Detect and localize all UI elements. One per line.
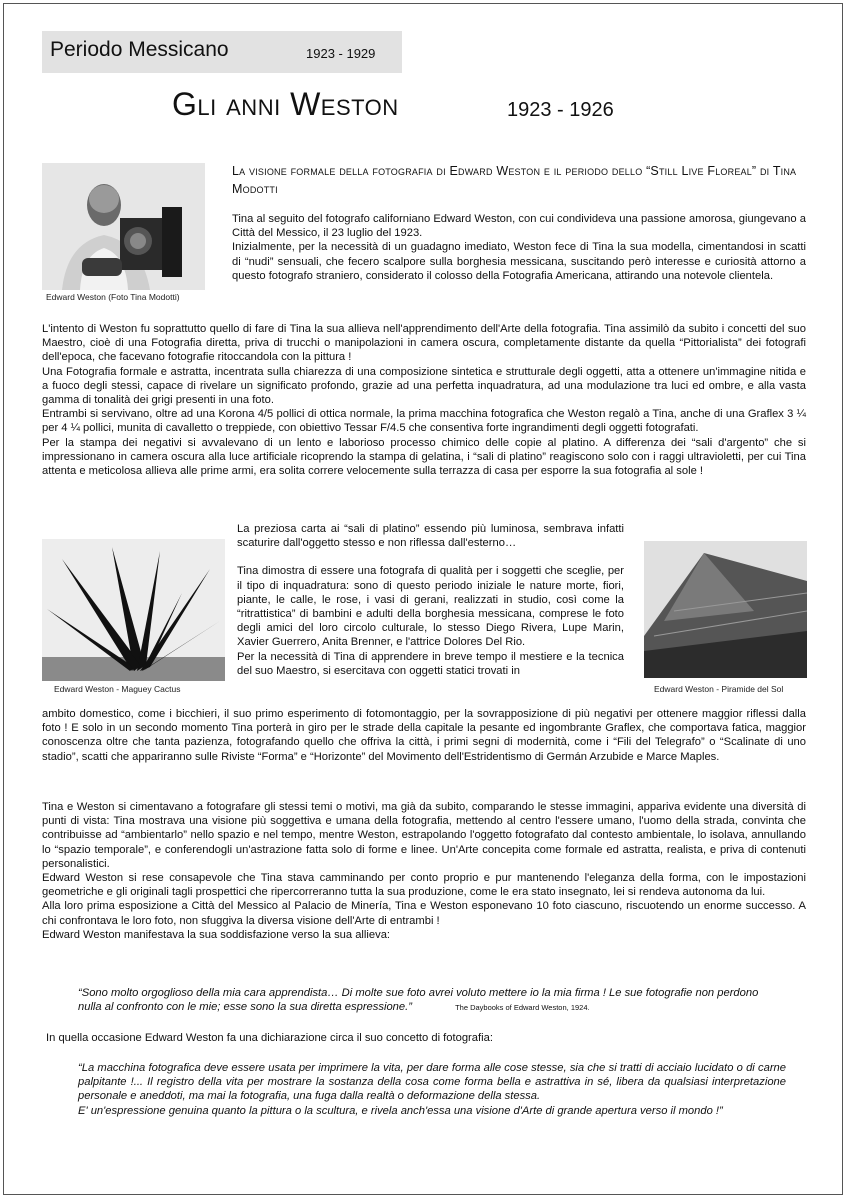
body-paragraph: Una Fotografia formale e astratta, incentrata sulla chiarezza di una composizione sintetica e strutturale degli oggetti, atta a ottenere un'immagine nitida e a fuoco degli stessi, capace di rivelare un significato profondo, grazie ad una perfetta inquadratura, ad una modulazione tra luci ed ombre, e alla vasta gamma di tonalità dei grigi presenti in una foto. xyxy=(42,365,806,407)
weston-portrait-photo xyxy=(42,163,205,290)
pyramid-photo xyxy=(644,541,807,678)
body-paragraph: Edward Weston si rese consapevole che Tina stava camminando per conto proprio e pur mantenendo l'eleganza della forma, con le impostazioni geometriche e gli originali tagli prospettici che ripercorreranno tutta la sua produzione, come le era stato insegnato, lei si rendeva autonoma da lui. xyxy=(42,872,806,899)
body-paragraph: Per la stampa dei negativi si avvalevano di un lento e laborioso processo chimico delle copie al platino. A differenza dei “sali d'argento” che si impressionano in camera oscura alla luce artificiale ricoprendo la stampa di gelatina, i “sali di platino” reagiscono solo con i raggi ultravioletti, per cui Tina attenta e meticolosa allieva alle prime armi, era solita correre velocemente sulla terrazza di casa per esporre la sua fotografia al sole ! xyxy=(42,436,806,478)
occasion-text: In quella occasione Edward Weston fa una dichiarazione circa il suo concetto di fotografia: xyxy=(46,1032,493,1044)
body-text-3 xyxy=(42,800,806,942)
quote-text: “Sono molto orgoglioso della mia cara apprendista… Di molte sue foto avrei voluto mettere io la mia firma ! Le sue fotografie non perdono nulla al confronto con le mie; esse sono la sua diretta espressione.” xyxy=(78,987,759,1014)
middle-paragraph: Per la necessità di Tina di apprendere in breve tempo il mestiere e la tecnica del suo Maestro, si esercitava con oggetti statici trovati in xyxy=(237,650,624,677)
middle-text xyxy=(237,522,624,678)
intro-paragraph: Tina al seguito del fotografo californiano Edward Weston, con cui condivideva una passione amorosa, giungevano a Città del Messico, il 23 luglio del 1923. xyxy=(232,213,806,240)
intro-paragraph: Inizialmente, per la necessità di un guadagno imediato, Weston fece di Tina la sua modella, cimentandosi in scatti di “nudi” sensuali, che fecero scalpore sulla borghesia messicana, suscitando però interesse e curiosità attorno a questo fotografo straniero, considerato il colosso della Fotografia Americana, attirando una notevole clientela. xyxy=(232,241,806,282)
cactus-caption: Edward Weston - Maguey Cactus xyxy=(54,684,181,694)
middle-paragraph: La preziosa carta ai “sali di platino” essendo più luminosa, sembrava infatti scaturire dall'oggetto stesso e non riflessa dall'esterno… xyxy=(237,523,624,550)
quote-paragraph: E' un'espressione genuina quanto la pittura o la scultura, e rivela anch'essa una visione d'Arte di grande apertura verso il mondo !” xyxy=(78,1104,723,1117)
page-title: Gli anni Weston xyxy=(172,86,399,122)
middle-paragraph: Tina dimostra di essere una fotografa di qualità per i soggetti che sceglie, per il tipo di inquadratura: sono di questo periodo iniziale le nature morte, fiori, piante, le calle, le rose, i vasi di gerani, realizzati in studio, così come la “ritrattistica” di bambini e adulti della borghesia messicana, comprese le foto degli amici del loro circolo culturale, lo stesso Diego Rivera, Lupe Marin, Xavier Guerrero, Anita Brenner, e l'attrice Dolores Del Rio. xyxy=(237,565,624,649)
page-title-years: 1923 - 1926 xyxy=(507,99,614,121)
section-period: Periodo Messicano xyxy=(50,38,229,61)
body-paragraph: Alla loro prima esposizione a Città del Messico al Palacio de Minería, Tina e Weston esponevano 10 foto ciascuno, riscuotendo un enorme successo. A chi confrontava le loro foto, non sfuggiva la diversa visione dell'Arte di entrambi ! xyxy=(42,900,806,927)
intro-text xyxy=(232,212,806,283)
quote-source: The Daybooks of Edward Weston, 1924. xyxy=(455,1003,590,1013)
section-period-years: 1923 - 1929 xyxy=(306,46,376,61)
body-paragraph: Entrambi si servivano, oltre ad una Korona 4/5 pollici di ottica normale, la prima macchina fotografica che Weston regalò a Tina, anche di una Graflex 3 ¼ per 4 ¼ pollici, munita di cavalletto o treppiede, con obiettivo Tessar F/4.5 che consentiva forte ingrandimenti degli oggetti fotografati. xyxy=(42,408,806,435)
body-paragraph: Tina e Weston si cimentavano a fotografare gli stessi temi o motivi, ma già da subito, comparando le stesse immagini, appariva evidente una diversità di punti di vista: Tina mostrava una visione più soggettiva e umana della fotografia, mettendo al centro l'essere umano, l'uomo della strada, convinta che contribuisse ad “ambientarlo” nello spazio e nel tempo, mentre Weston, estrapolando l'oggetto fotografato dal contesto ambientale, lo isolava, annullando lo “spazio temporale”, e conferendogli un'astrazione fatta solo di forme e linee. Un'Arte concepita come formale ed astratta, realista, e priva di contenuti personalistici. xyxy=(42,801,806,870)
body-text-1 xyxy=(42,322,806,478)
weston-quote xyxy=(78,986,770,1015)
quote-paragraph: “La macchina fotografica deve essere usata per imprimere la vita, per dare forma alle cose stesse, sia che si tratti di acciaio lucidato o di carne palpitante !... Il registro della vita per mostrare la sostanza della cosa come forma bella e astrattiva in sé, libera da qualsiasi interpretazione personale e aneddoti, ma mai la fotografia, una fuga dalla realtà o deformazione della stessa. xyxy=(78,1062,786,1103)
portrait-caption: Edward Weston (Foto Tina Modotti) xyxy=(46,292,180,302)
body-paragraph: L'intento di Weston fu soprattutto quello di fare di Tina la sua allieva nell'apprendimento dell'Arte della fotografia. Tina assimilò da subito i concetti del suo Maestro, cioè di una Fotografia diretta, priva di trucchi o manipolazioni in camera oscura, completamente distante da quella “Pittorialista” dei fotografi dell'epoca, che facevano fotografie ritoccandola con la pittura ! xyxy=(42,323,806,364)
body-paragraph: Edward Weston manifestava la sua soddisfazione verso la sua allieva: xyxy=(42,928,391,941)
maguey-cactus-photo xyxy=(42,539,225,681)
article-subtitle: La visione formale della fotografia di Edward Weston e il periodo dello “Still Live Floreal” di Tina Modotti xyxy=(232,164,797,196)
body-text-2: ambito domestico, come i bicchieri, il suo primo esperimento di fotomontaggio, per la sovrapposizione di più negativi per ottenere maggior riflessi dalla foto ! E solo in un secondo momento Tina porterà in giro per le strade della capitale la pesante ed ingombrante Graflex, che comportava fatica, maggior conoscenza oltre che tanta pazienza, fotografando quello che offriva la città, i primi segni di modernità, come i “Fili del Telegrafo” o “Scalinate di uno stadio”, scatti che appariranno sulle Riviste “Forma” e “Horizonte” del Movimento dell'Estridentismo di Germán Arzubide e Marce Maples. xyxy=(42,708,806,763)
weston-photography-quote xyxy=(78,1061,786,1118)
pyramid-caption: Edward Weston - Piramide del Sol xyxy=(654,684,784,694)
